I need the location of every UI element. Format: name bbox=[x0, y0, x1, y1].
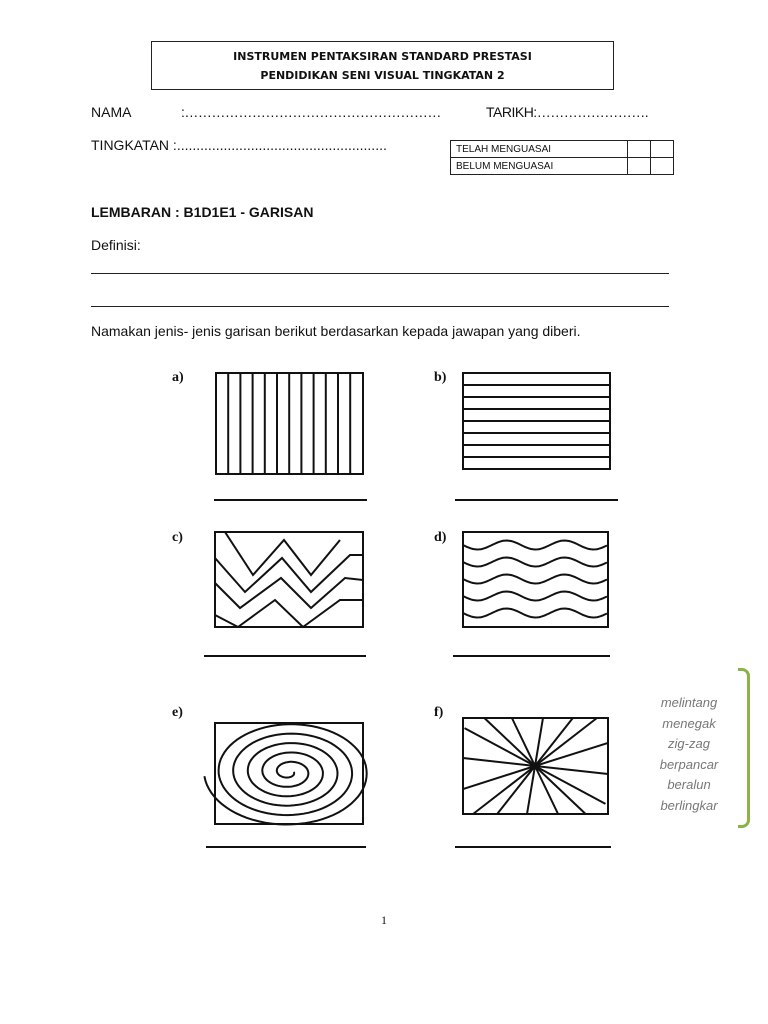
answer-bank-item: berpancar bbox=[659, 756, 719, 772]
answer-bank-bracket bbox=[738, 668, 750, 828]
figure-a-lines bbox=[228, 373, 350, 474]
figure-d-wave bbox=[463, 575, 607, 584]
figure-d-wave bbox=[463, 541, 607, 550]
instruction-text: Namakan jenis- jenis garisan berikut berdasarkan kepada jawapan yang diberi. bbox=[91, 323, 581, 339]
definisi-label: Definisi: bbox=[91, 237, 141, 253]
figure-d-wavy-lines bbox=[463, 532, 608, 627]
figure-d-waves bbox=[463, 541, 607, 618]
figure-d-wave bbox=[463, 592, 607, 601]
question-d-label: d) bbox=[434, 530, 447, 545]
worksheet-title: LEMBARAN : B1D1E1 - GARISAN bbox=[91, 204, 314, 220]
question-e-label: e) bbox=[172, 705, 183, 720]
figure-e-spiral-path bbox=[204, 724, 366, 824]
header-title-line1: INSTRUMEN PENTAKSIRAN STANDARD PRESTASI bbox=[233, 50, 532, 63]
question-c-label: c) bbox=[172, 530, 183, 545]
figure-c-zigzag-lines bbox=[215, 532, 363, 627]
figure-f-radiating-lines bbox=[463, 718, 608, 814]
figure-c-zigzag-1 bbox=[225, 532, 340, 575]
figure-d-frame bbox=[463, 532, 608, 627]
answer-bank-item: berlingkar bbox=[660, 797, 718, 813]
answer-bank-item: beralun bbox=[667, 777, 711, 792]
figure-e-frame bbox=[215, 723, 363, 824]
figure-d-wave bbox=[463, 558, 607, 567]
tarikh-input[interactable]: TARIKH:……………………. bbox=[486, 104, 649, 120]
figure-f-ray bbox=[463, 766, 535, 789]
nama-label: NAMA bbox=[91, 104, 132, 120]
belum-menguasai-label: BELUM MENGUASAI bbox=[451, 158, 628, 175]
figure-f-rays bbox=[463, 718, 608, 814]
figure-b-lines bbox=[463, 385, 610, 457]
question-b-label: b) bbox=[434, 370, 447, 385]
figure-f-ray bbox=[535, 743, 608, 766]
answer-bank bbox=[644, 693, 734, 816]
answer-bank-item: melintang bbox=[660, 695, 718, 710]
tingkatan-input[interactable]: TINGKATAN :...................................................... bbox=[91, 137, 387, 153]
answer-bank-item: zig-zag bbox=[668, 736, 710, 751]
nama-input[interactable]: :………………………………………………… bbox=[181, 104, 441, 120]
question-a-label: a) bbox=[172, 370, 184, 385]
figure-b-horizontal-lines bbox=[463, 373, 610, 469]
header-title-line2: PENDIDIKAN SENI VISUAL TINGKATAN 2 bbox=[260, 69, 505, 82]
question-f-label: f) bbox=[434, 705, 444, 720]
answer-bank-item: menegak bbox=[662, 715, 716, 731]
figure-e-spiral bbox=[204, 723, 366, 825]
page-number: 1 bbox=[381, 913, 387, 927]
telah-menguasai-label: TELAH MENGUASAI bbox=[451, 141, 628, 158]
figure-d-wave bbox=[463, 609, 607, 618]
figure-a-vertical-lines bbox=[216, 373, 363, 474]
